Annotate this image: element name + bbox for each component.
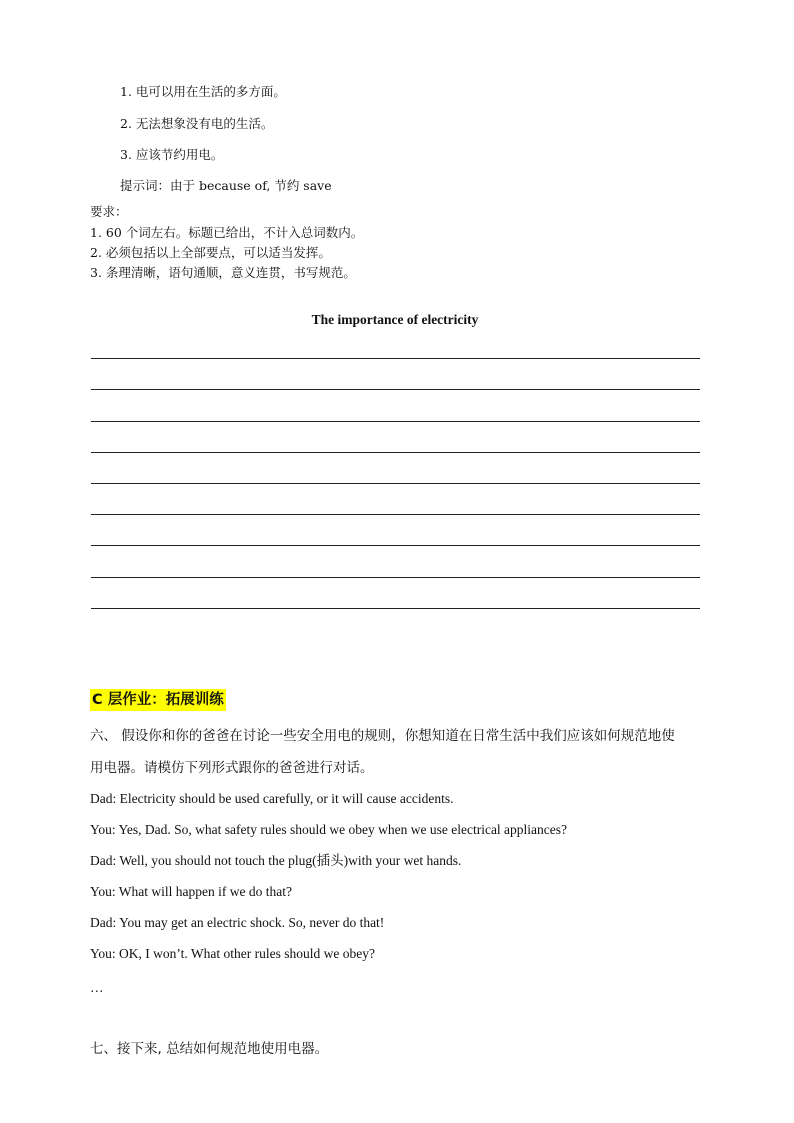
question-6-line-2: 用电器。请模仿下列形式跟你的爸爸进行对话。 (90, 760, 374, 776)
requirement-2: 2. 必须包括以上全部要点，可以适当发挥。 (90, 245, 331, 260)
writing-line[interactable] (91, 421, 700, 422)
hint-words: 提示词：由于 because of, 节约 save (120, 178, 332, 193)
writing-line[interactable] (91, 514, 700, 515)
writing-line[interactable] (91, 483, 700, 484)
question-7: 七、接下来, 总结如何规范地使用电器。 (90, 1041, 329, 1057)
requirements-heading: 要求： (90, 204, 128, 219)
dialogue-line-1: Dad: Electricity should be used carefully, or it will cause accidents. (90, 791, 454, 806)
essay-title: The importance of electricity (311, 312, 479, 327)
writing-line[interactable] (91, 577, 700, 578)
dialogue-ellipsis: … (90, 980, 104, 995)
writing-line[interactable] (91, 389, 700, 390)
dialogue-line-6: You: OK, I won’t. What other rules should we obey? (90, 946, 375, 961)
writing-line[interactable] (91, 452, 700, 453)
outline-point-3: 3. 应该节约用电。 (120, 147, 224, 162)
question-6-line-1: 六、 假设你和你的爸爸在讨论一些安全用电的规则，你想知道在日常生活中我们应该如何规范地使 (90, 728, 675, 744)
requirement-1: 1. 60 个词左右。标题已给出，不计入总词数内。 (90, 225, 364, 240)
dialogue-line-2: You: Yes, Dad. So, what safety rules should we obey when we use electrical appliances? (90, 822, 568, 837)
section-c-badge: C 层作业：拓展训练 (90, 689, 226, 711)
requirement-3: 3. 条理清晰，语句通顺，意义连贯，书写规范。 (90, 265, 356, 280)
dialogue-line-3: Dad: Well, you should not touch the plug(插头)with your wet hands. (90, 853, 462, 868)
outline-point-1: 1. 电可以用在生活的多方面。 (120, 84, 286, 99)
outline-point-2: 2. 无法想象没有电的生活。 (120, 116, 274, 131)
writing-line[interactable] (91, 608, 700, 609)
dialogue-line-5: Dad: You may get an electric shock. So, never do that! (90, 915, 385, 930)
writing-line[interactable] (91, 358, 700, 359)
dialogue-line-4: You: What will happen if we do that? (90, 884, 292, 899)
writing-line[interactable] (91, 545, 700, 546)
